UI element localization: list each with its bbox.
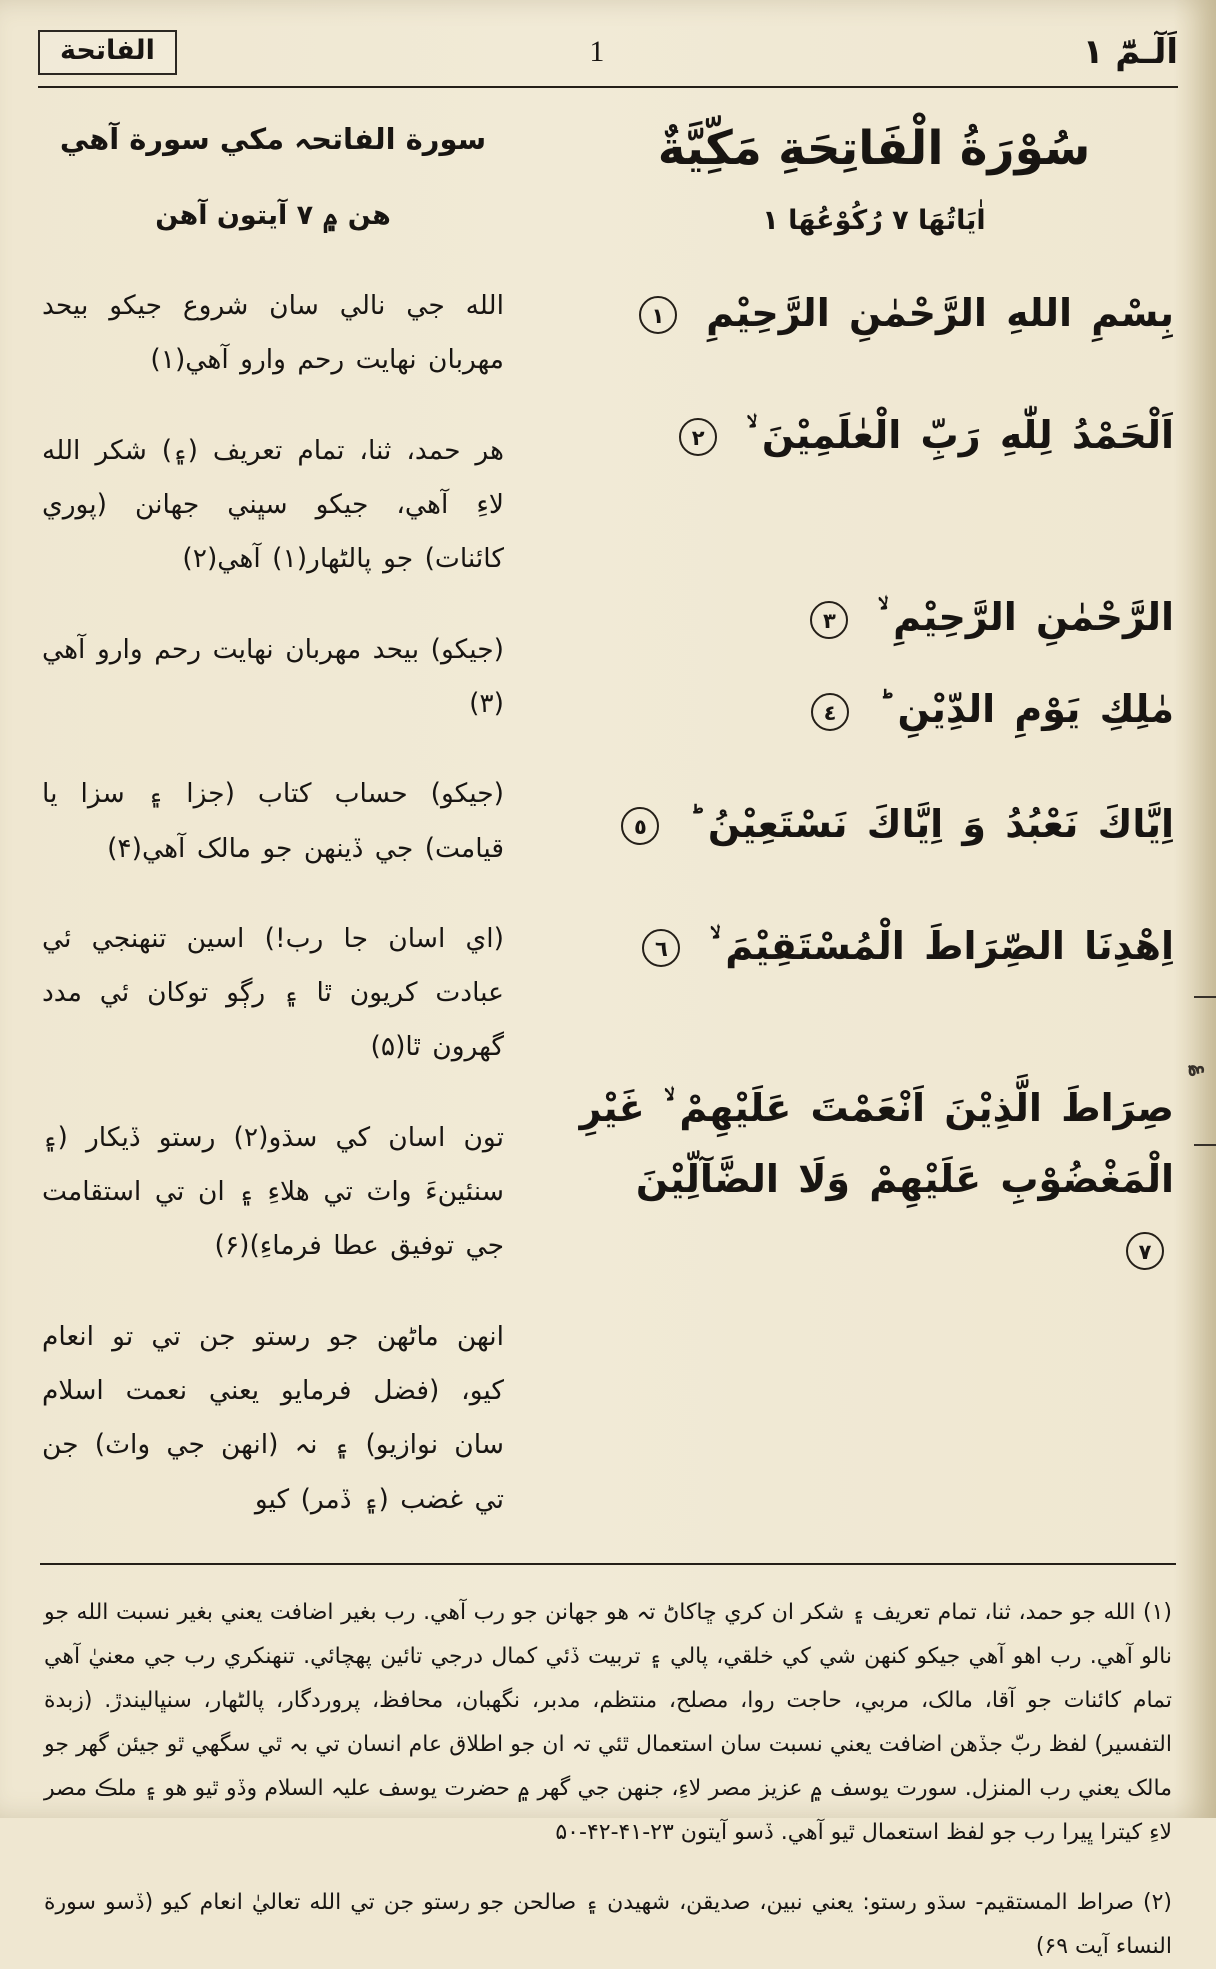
verse-text: اِيَّاكَ نَعْبُدُ وَ اِيَّاكَ نَسْتَعِيْنُ ؕ (688, 801, 1174, 846)
page-header (38, 26, 1178, 78)
translation-paragraph: انهن ماڻهن جو رستو جن تي تو انعام کيو، (فضل فرمايو يعني نعمت اسلام سان نوازيو) ۽ نہ (انهن جي واٽ) جن تي غضب (۽ ڏمر) کيو (42, 1320, 504, 1515)
verse-text: صِرَاطَ الَّذِيْنَ اَنْعَمْتَ عَلَيْهِمْ ۙ غَيْرِ الْمَغْضُوْبِ عَلَيْهِمْ وَلَا الضَّآلِّيْنَ (579, 1086, 1174, 1201)
ayah-number-badge: ١ (639, 296, 677, 334)
translation-paragraph: (جيکو) حساب کتاب (جزا ۽ سزا يا قيامت) جي ڏينهن جو مالک آهي(۴) (42, 778, 504, 864)
ayah-number-badge: ٢ (679, 418, 717, 456)
verse-text: بِسْمِ اللهِ الرَّحْمٰنِ الرَّحِيْمِ (706, 290, 1174, 335)
translation-paragraph: (جيکو) بيحد مهربان نهايت رحم وارو آهي (۳) (42, 633, 504, 719)
translation-paragraph: تون اسان کي سڌو(۲) رستو ڏيکار (۽ سنئينءَ واٽ تي هلاءِ ۽ ان تي استقامت جي توفيق عطا فرماءِ)(۶) (42, 1121, 504, 1262)
quran-verse (574, 278, 1174, 348)
verse-text: الرَّحْمٰنِ الرَّحِيْمِ ۙ (877, 595, 1174, 640)
ayah-number-badge: ٣ (810, 601, 848, 639)
translation-column (42, 108, 504, 1563)
page-content (38, 88, 1178, 1563)
arabic-column (574, 108, 1174, 1563)
margin-dash (1194, 1144, 1216, 1146)
ayah-number-badge: ٥ (621, 807, 659, 845)
quran-verse (574, 674, 1174, 744)
quran-verse (574, 400, 1174, 470)
ayah-number-badge: ٦ (642, 929, 680, 967)
ayat-count-line: اٰيَاتُهَا ۷ رُكُوْعُهَا ١ (762, 204, 986, 236)
translation-paragraph: (اي اسان جا رب!) اسين تنهنجي ئي عبادت کريون ٿا ۽ رڳو توکان ئي مدد گهرون ٿا(۵) (42, 922, 504, 1063)
ayah-number-badge: ٧ (1126, 1232, 1164, 1270)
ayah-number-badge: ٤ (811, 693, 849, 731)
translation-title: سورة الفاتحہ مکي سورة آهي (59, 122, 487, 156)
footnote: (۲) صراط المستقيم- سڌو رستو: يعني نبين، صديقن، شهيدن ۽ صالحن جو رستو جن تي الله تعاليٰ انعام کيو (ڏسو سورة النساء آيت ۶۹) (44, 1889, 1172, 1959)
juz-marker: اَلٓـمّٓ ١ (1082, 32, 1178, 72)
verse-text: اَلْحَمْدُ لِلّٰهِ رَبِّ الْعٰلَمِيْنَ ۙ (746, 412, 1174, 457)
margin-dash (1194, 996, 1216, 998)
page-number: 1 (589, 35, 605, 68)
translation-paragraph: الله جي نالي سان شروع جيکو بيحد مهربان نهايت رحم وارو آهي(۱) (42, 290, 504, 376)
surah-name-tab: الفاتحة (38, 30, 177, 75)
verse-text: مٰلِكِ يَوْمِ الدِّيْنِ ؕ (878, 687, 1174, 732)
footnotes-section (38, 1565, 1178, 1969)
margin-rukou-marker (1186, 996, 1216, 1146)
surah-title: سُوْرَةُ الْفَاتِحَةِ مَكِّيَّةٌ (657, 121, 1091, 176)
rukou-sign: ؏ (1190, 1065, 1212, 1077)
translation-paragraph: هر حمد، ثنا، تمام تعريف (۽) شکر الله لاءِ آهي، جيکو سڀني جهانن (پوري کائنات) جو پالڻهار(۱) آهي(۲) (42, 434, 504, 575)
translation-ayat-count: هن ۾ ۷ آيتون آهن (155, 200, 391, 231)
verse-text: اِهْدِنَا الصِّرَاطَ الْمُسْتَقِيْمَ ۙ (709, 923, 1174, 968)
quran-verse (574, 1073, 1174, 1284)
quran-verse (574, 911, 1174, 981)
quran-verse (574, 582, 1174, 652)
footnote: (۱) الله جو حمد، ثنا، تمام تعريف ۽ شکر ان کري ڇاکاڻ تہ هو جهانن جو رب آهي. رب بغير اضافت يعني بغير نسبت الله جو نالو آهي. رب اهو آهي جيکو کنهن شي کي خلقي، پالي ۽ تربيت ڏئي کمال درجي تائين پهچائي. تنهنکري رب جي معنيٰ آهي تمام کائنات جو آقا، مالک، مربي، حاجت روا، مصلح، منتظم، مدبر، نگهبان، محافظ، پروردگار، پالڻهار، سنڀاليندڙ. (زبدة التفسير) لفظ ربّ جڏهن اضافت يعني نسبت سان استعمال ٿئي تہ ان جو اطلاق عام انسان تي بہ ٿي سگهي ٿو جيئن گهر جو مالک يعني رب المنزل. سورت يوسف ۾ عزيز مصر لاءِ، جنهن جي گهر ۾ حضرت يوسف عليہ السلام وڏو ٿيو هو ۽ ملڪ مصر لاءِ کيترا ڀيرا رب جو لفظ استعمال ٿيو آهي. ڏسو آيتون ۲۳-۴۱-۴۲-۵۰ (44, 1599, 1172, 1845)
quran-verse (574, 789, 1174, 859)
